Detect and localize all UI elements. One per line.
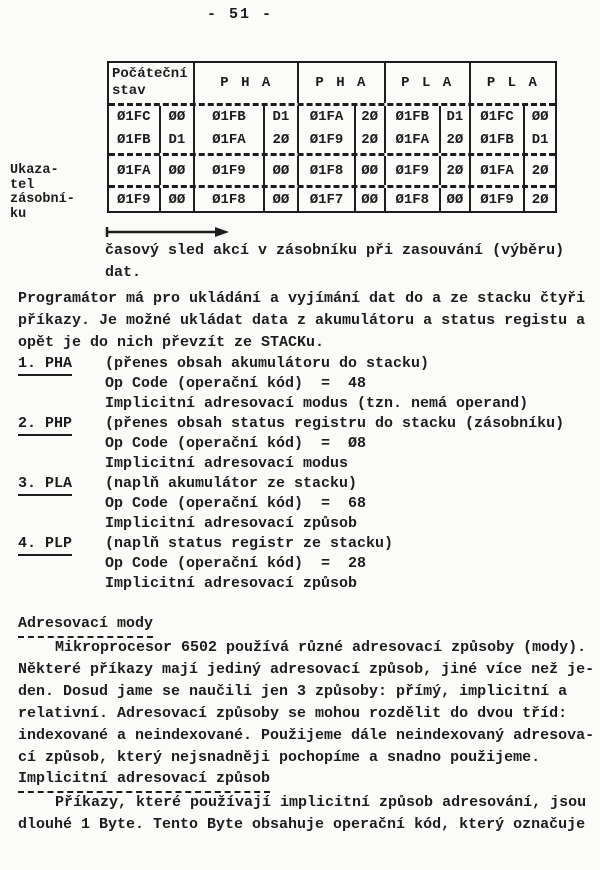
- table-cell: Ø1F8: [299, 156, 355, 185]
- stack-operations-table: [107, 61, 557, 213]
- list-item-line: Op Code (operační kód) = 48: [105, 375, 367, 392]
- list-item-label-col: [18, 474, 105, 496]
- list-item-body: [105, 414, 564, 474]
- paragraph-line: cí způsob, který nejsnadněji pochopíme a snadno použijeme.: [18, 749, 541, 766]
- table-row: [109, 103, 555, 127]
- list-item-label-col: [18, 534, 105, 556]
- table-cell: 2Ø: [265, 127, 300, 153]
- command-list: [18, 354, 564, 594]
- list-item-label: 3. PLA: [18, 474, 72, 496]
- stack-pointer-label-line: tel: [10, 177, 35, 193]
- table-cell: D1: [441, 106, 471, 127]
- list-item-line: (přenes obsah status registru do stacku (zásobníku): [105, 415, 565, 432]
- section-heading-addressing-modes: [18, 613, 153, 638]
- intro-paragraph: [18, 288, 585, 354]
- section-heading-text: Adresovací mody: [18, 613, 153, 638]
- table-caption: [105, 240, 585, 284]
- table-cell: ØØ: [161, 106, 196, 127]
- table-cell: Ø1FA: [109, 156, 161, 185]
- table-cell: 2Ø: [356, 106, 386, 127]
- paragraph-line: Mikroprocesor 6502 používá různé adresovací způsoby (mody).: [55, 639, 587, 656]
- table-cell: Ø1FB: [386, 106, 442, 127]
- table-cell: Ø1FC: [109, 106, 161, 127]
- list-item-line: Implicitní adresovací modus: [105, 455, 349, 472]
- list-item-body: [105, 354, 564, 414]
- table-cell: Ø1FC: [471, 106, 526, 127]
- paragraph-line: Programátor má pro ukládání a vyjímání dat do a ze stacku čtyři: [18, 290, 586, 307]
- list-item-body: [105, 534, 564, 594]
- list-item-line: Implicitní adresovací způsob: [105, 575, 358, 592]
- table-cell: ØØ: [356, 188, 386, 211]
- table-header-initial-state: Počáteční stav: [109, 63, 195, 103]
- table-cell: 2Ø: [441, 156, 471, 185]
- list-item-line: Implicitní adresovací modus (tzn. nemá operand): [105, 395, 529, 412]
- list-item-line: (naplň akumulátor ze stacku): [105, 475, 358, 492]
- table-cell: Ø1F9: [109, 188, 161, 211]
- caption-line: dat.: [105, 264, 142, 281]
- table-row: [109, 127, 555, 153]
- table-cell: Ø1F9: [299, 127, 355, 153]
- paragraph-line: opět je do nich převzít ze STACKu.: [18, 334, 325, 351]
- table-cell: Ø1FA: [471, 156, 526, 185]
- table-cell: Ø1F9: [471, 188, 526, 211]
- paragraph-line: indexované a neindexované. Použijeme dále neindexovaný adresova-: [18, 727, 595, 744]
- table-row: [109, 185, 555, 211]
- section-heading-implicit-addressing: [18, 768, 270, 793]
- list-item-php: [18, 414, 564, 474]
- table-cell: ØØ: [265, 156, 300, 185]
- table-cell: 2Ø: [441, 127, 471, 153]
- caption-line: časový sled akcí v zásobníku při zasouvání (výběru): [105, 242, 565, 259]
- table-cell: Ø1F7: [299, 188, 355, 211]
- paragraph-line: relativní. Adresovací způsoby se mohou rozdělit do dvou tříd:: [18, 705, 568, 722]
- paragraph-line: dlouhé 1 Byte. Tento Byte obsahuje operační kód, který označuje: [18, 816, 586, 833]
- table-cell: ØØ: [161, 156, 196, 185]
- list-item-label-col: [18, 414, 105, 436]
- table-cell: Ø1F9: [195, 156, 264, 185]
- table-cell: Ø1FB: [109, 127, 161, 153]
- table-cell: Ø1F9: [386, 156, 442, 185]
- table-cell: 2Ø: [531, 162, 549, 179]
- stack-pointer-label: [10, 164, 75, 222]
- list-item-line: (naplň status registr ze stacku): [105, 535, 394, 552]
- list-item-label: 1. PHA: [18, 354, 72, 376]
- stack-pointer-label-line: ku: [10, 206, 27, 222]
- list-item-label: 2. PHP: [18, 414, 72, 436]
- list-item-pha: [18, 354, 564, 414]
- table-cell: D1: [161, 127, 196, 153]
- table-header-pha-1: P H A: [195, 63, 299, 103]
- table-cell: Ø1FA: [299, 106, 355, 127]
- section-heading-text: Implicitní adresovací způsob: [18, 768, 270, 793]
- implicit-addressing-paragraph: [18, 792, 586, 836]
- table-cell: ØØ: [356, 156, 386, 185]
- list-item-label: 4. PLP: [18, 534, 72, 556]
- table-header-pla-1: P L A: [386, 63, 471, 103]
- list-item-line: Op Code (operační kód) = 28: [105, 555, 367, 572]
- table-header-row: [109, 63, 555, 103]
- list-item-line: Implicitní adresovací způsob: [105, 515, 358, 532]
- paragraph-line: den. Dosud jame se naučili jen 3 způsoby: přímý, implicitní a: [18, 683, 568, 700]
- paragraph-line: Některé příkazy mají jediný adresovací způsob, jiné více než je-: [18, 661, 595, 678]
- table-cell: D1: [531, 132, 549, 148]
- stack-pointer-label-line: zásobní-: [10, 192, 75, 207]
- list-item-body: [105, 474, 564, 534]
- paragraph-line: Příkazy, které používají implicitní způsob adresování, jsou: [55, 794, 587, 811]
- list-item-plp: [18, 534, 564, 594]
- table-cell: ØØ: [265, 188, 300, 211]
- table-cell: Ø1F8: [195, 188, 264, 211]
- table-cell: Ø1FB: [195, 106, 264, 127]
- table-cell: Ø1FB: [471, 127, 526, 153]
- table-header-pla-2: P L A: [486, 75, 539, 91]
- table-header-pha-2: P H A: [299, 63, 385, 103]
- table-cell: 2Ø: [356, 127, 386, 153]
- table-cell: Ø1F8: [386, 188, 442, 211]
- stack-pointer-label-line: Ukaza-: [10, 163, 59, 178]
- table-cell: ØØ: [161, 188, 196, 211]
- addressing-modes-paragraph: [18, 637, 594, 769]
- table-cell: Ø1FA: [195, 127, 264, 153]
- list-item-line: Op Code (operační kód) = Ø8: [105, 435, 367, 452]
- table-cell: 2Ø: [531, 191, 549, 208]
- page-number: - 51 -: [206, 6, 273, 23]
- table-cell: D1: [265, 106, 300, 127]
- table-cell: Ø1FA: [386, 127, 442, 153]
- table-cell: ØØ: [531, 108, 549, 125]
- list-item-line: Op Code (operační kód) = 68: [105, 495, 367, 512]
- list-item-pla: [18, 474, 564, 534]
- table-cell: ØØ: [441, 188, 471, 211]
- table-row: [109, 153, 555, 185]
- list-item-label-col: [18, 354, 105, 376]
- list-item-line: (přenes obsah akumulátoru do stacku): [105, 355, 430, 372]
- paragraph-line: příkazy. Je možné ukládat data z akumulátoru a status registu a: [18, 312, 586, 329]
